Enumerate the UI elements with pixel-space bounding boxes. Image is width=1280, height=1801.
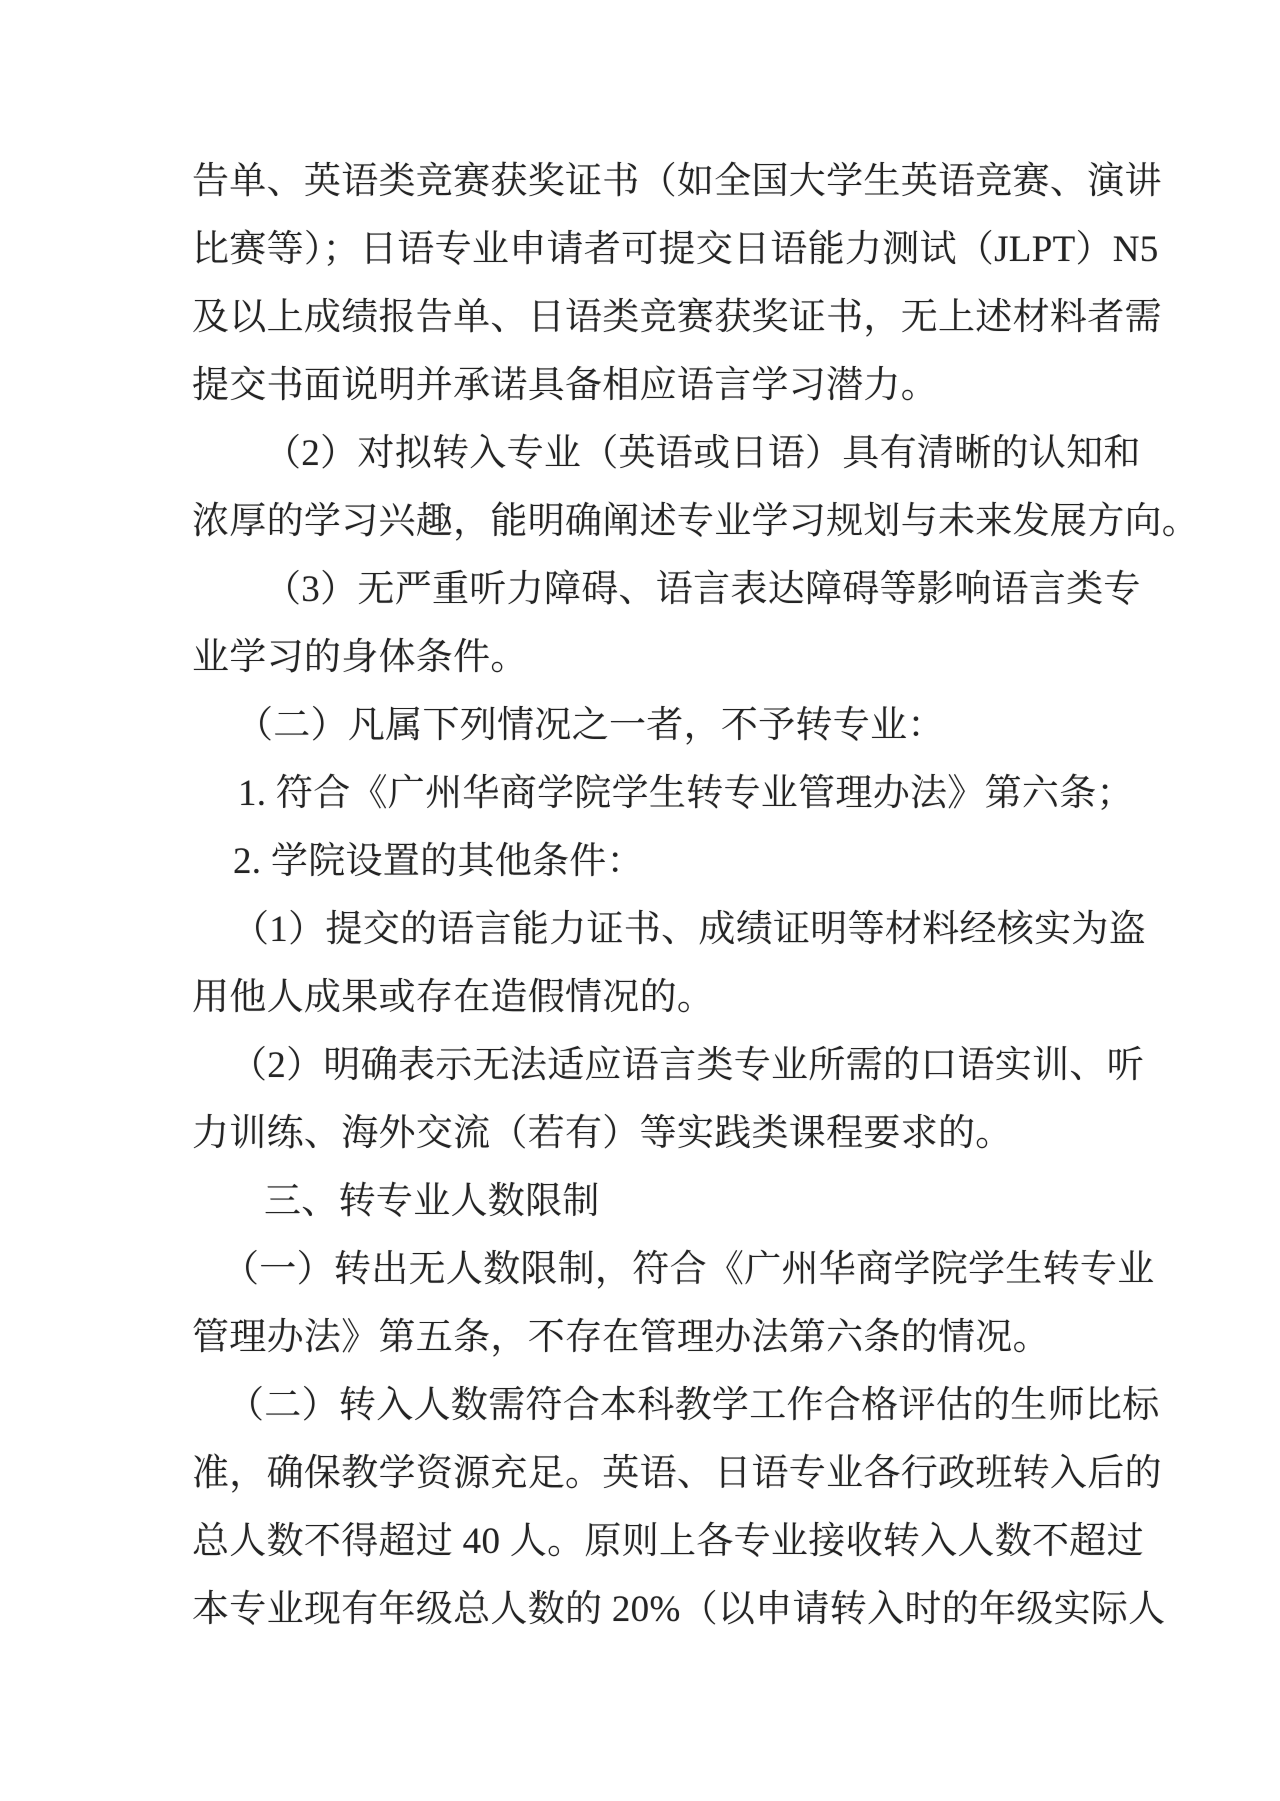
- document-line: 2. 学院设置的其他条件：: [233, 841, 644, 882]
- document-line: 本专业现有年级总人数的 20%（以申请转入时的年级实际人: [192, 1589, 1166, 1630]
- document-line: 告单、英语类竞赛获奖证书（如全国大学生英语竞赛、演讲: [192, 161, 1162, 202]
- document-section-heading: 三、转专业人数限制: [264, 1181, 600, 1222]
- document-line: （2）对拟转入专业（英语或日语）具有清晰的认知和: [264, 433, 1141, 474]
- document-line: 提交书面说明并承诺具备相应语言学习潜力。: [192, 365, 938, 406]
- document-line: 浓厚的学习兴趣，能明确阐述专业学习规划与未来发展方向。: [192, 501, 1200, 542]
- document-line: 用他人成果或存在造假情况的。: [192, 977, 715, 1018]
- document-line: （二）转入人数需符合本科教学工作合格评估的生师比标: [227, 1385, 1160, 1426]
- document-line: 总人数不得超过 40 人。原则上各专业接收转入人数不超过: [192, 1521, 1144, 1562]
- document-line: （二）凡属下列情况之一者，不予转专业：: [236, 705, 945, 746]
- document-line: （1）提交的语言能力证书、成绩证明等材料经核实为盗: [232, 909, 1146, 950]
- document-line: 1. 符合《广州华商学院学生转专业管理办法》第六条；: [238, 773, 1134, 814]
- document-line: 力训练、海外交流（若有）等实践类课程要求的。: [192, 1113, 1013, 1154]
- document-line: （3）无严重听力障碍、语言表达障碍等影响语言类专: [264, 569, 1141, 610]
- document-line: 比赛等）；日语专业申请者可提交日语能力测试（JLPT）N5: [192, 229, 1159, 270]
- document-line: 业学习的身体条件。: [192, 637, 528, 678]
- document-line: 管理办法》第五条，不存在管理办法第六条的情况。: [192, 1317, 1050, 1358]
- document-line: （2）明确表示无法适应语言类专业所需的口语实训、听: [230, 1045, 1144, 1086]
- document-line: （一）转出无人数限制，符合《广州华商学院学生转专业: [222, 1249, 1155, 1290]
- document-line: 准，确保教学资源充足。英语、日语专业各行政班转入后的: [192, 1453, 1162, 1494]
- document-line: 及以上成绩报告单、日语类竞赛获奖证书，无上述材料者需: [192, 297, 1162, 338]
